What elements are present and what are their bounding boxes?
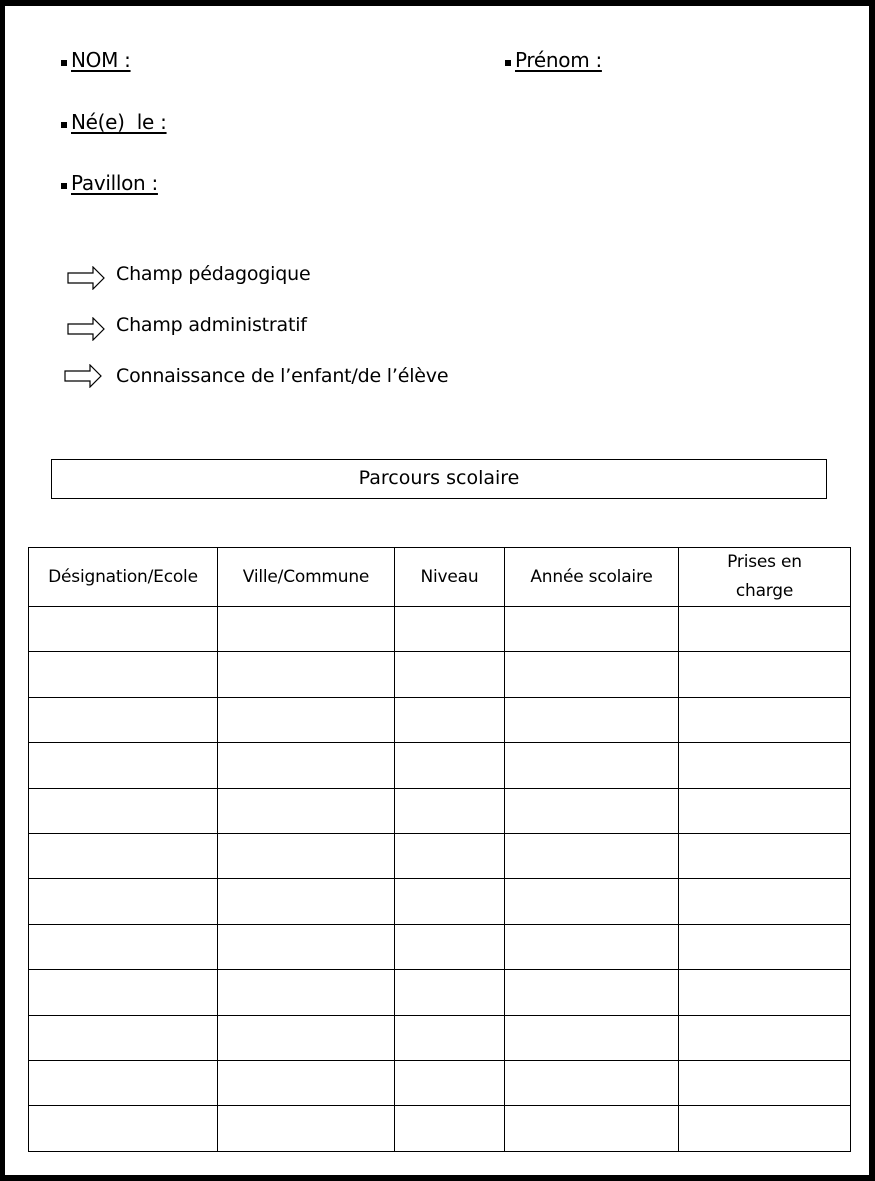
table-cell[interactable] [29,743,218,788]
table-cell[interactable] [218,607,395,652]
table-cell[interactable] [505,1015,679,1060]
table-cell[interactable] [218,1015,395,1060]
table-cell[interactable] [218,697,395,742]
table-cell[interactable] [29,1015,218,1060]
table-cell[interactable] [395,924,505,969]
table-cell[interactable] [679,1106,851,1151]
table-cell[interactable] [679,788,851,833]
table-body [29,607,851,1152]
header-annee-scolaire: Année scolaire [505,548,679,607]
table-cell[interactable] [395,788,505,833]
table-cell[interactable] [29,970,218,1015]
section-champ-pedagogique: Champ pédagogique [116,263,311,285]
table-cell[interactable] [29,924,218,969]
nom-label: NOM : [71,48,131,72]
arrow-right-icon [64,364,102,388]
table-cell[interactable] [679,697,851,742]
form-page [5,6,869,1175]
table-cell[interactable] [395,970,505,1015]
table-cell[interactable] [679,652,851,697]
ne-le-field [61,110,167,134]
table-cell[interactable] [218,970,395,1015]
bullet-icon [61,60,67,66]
table-row [29,879,851,924]
table-cell[interactable] [679,607,851,652]
bullet-icon [505,60,511,66]
table-cell[interactable] [679,1015,851,1060]
parcours-scolaire-banner: Parcours scolaire [51,459,827,499]
bullet-icon [61,122,67,128]
table-row [29,652,851,697]
table-cell[interactable] [218,788,395,833]
table-cell[interactable] [505,607,679,652]
table-row [29,924,851,969]
table-cell[interactable] [679,879,851,924]
table-cell[interactable] [218,743,395,788]
table-cell[interactable] [218,879,395,924]
table-cell[interactable] [395,743,505,788]
table-cell[interactable] [505,1060,679,1105]
table-cell[interactable] [505,879,679,924]
table-row [29,607,851,652]
header-niveau: Niveau [395,548,505,607]
table-cell[interactable] [395,1015,505,1060]
table-cell[interactable] [505,833,679,878]
section-connaissance-enfant: Connaissance de l’enfant/de l’élève [116,365,449,387]
table-row [29,833,851,878]
prenom-label: Prénom : [515,48,602,72]
table-cell[interactable] [29,652,218,697]
header-prises-en-charge: Prises en charge [679,548,851,607]
header-designation-ecole: Désignation/Ecole [29,548,218,607]
table-cell[interactable] [218,652,395,697]
bullet-icon [61,183,67,189]
table-cell[interactable] [29,788,218,833]
table-cell[interactable] [505,788,679,833]
table-row [29,788,851,833]
table-cell[interactable] [218,833,395,878]
table-cell[interactable] [395,833,505,878]
table-cell[interactable] [395,607,505,652]
table-cell[interactable] [679,1060,851,1105]
table-cell[interactable] [505,924,679,969]
table-cell[interactable] [505,970,679,1015]
table-cell[interactable] [218,1060,395,1105]
table-cell[interactable] [505,652,679,697]
table-cell[interactable] [395,1106,505,1151]
table-cell[interactable] [505,1106,679,1151]
table-row [29,743,851,788]
parcours-table [28,547,851,1152]
table-cell[interactable] [218,924,395,969]
table-cell[interactable] [395,652,505,697]
table-cell[interactable] [29,697,218,742]
table-cell[interactable] [679,833,851,878]
table-cell[interactable] [218,1106,395,1151]
table-header-row [29,548,851,607]
table-row [29,1015,851,1060]
table-cell[interactable] [395,1060,505,1105]
table-cell[interactable] [679,970,851,1015]
table-row [29,1060,851,1105]
table-cell[interactable] [29,1060,218,1105]
prenom-field [505,48,602,72]
table-cell[interactable] [395,697,505,742]
table-cell[interactable] [29,607,218,652]
pavillon-label: Pavillon : [71,171,158,195]
header-ville-commune: Ville/Commune [218,548,395,607]
nom-field [61,48,131,72]
table-row [29,970,851,1015]
table-cell[interactable] [505,697,679,742]
arrow-right-icon [67,266,105,290]
ne-le-label: Né(e) le : [71,110,167,134]
table-cell[interactable] [679,924,851,969]
table-cell[interactable] [29,833,218,878]
table-cell[interactable] [395,879,505,924]
table-row [29,697,851,742]
table-cell[interactable] [29,1106,218,1151]
table-cell[interactable] [29,879,218,924]
pavillon-field [61,171,158,195]
section-champ-administratif: Champ administratif [116,314,307,336]
arrow-right-icon [67,317,105,341]
table-cell[interactable] [679,743,851,788]
table-row [29,1106,851,1151]
table-cell[interactable] [505,743,679,788]
